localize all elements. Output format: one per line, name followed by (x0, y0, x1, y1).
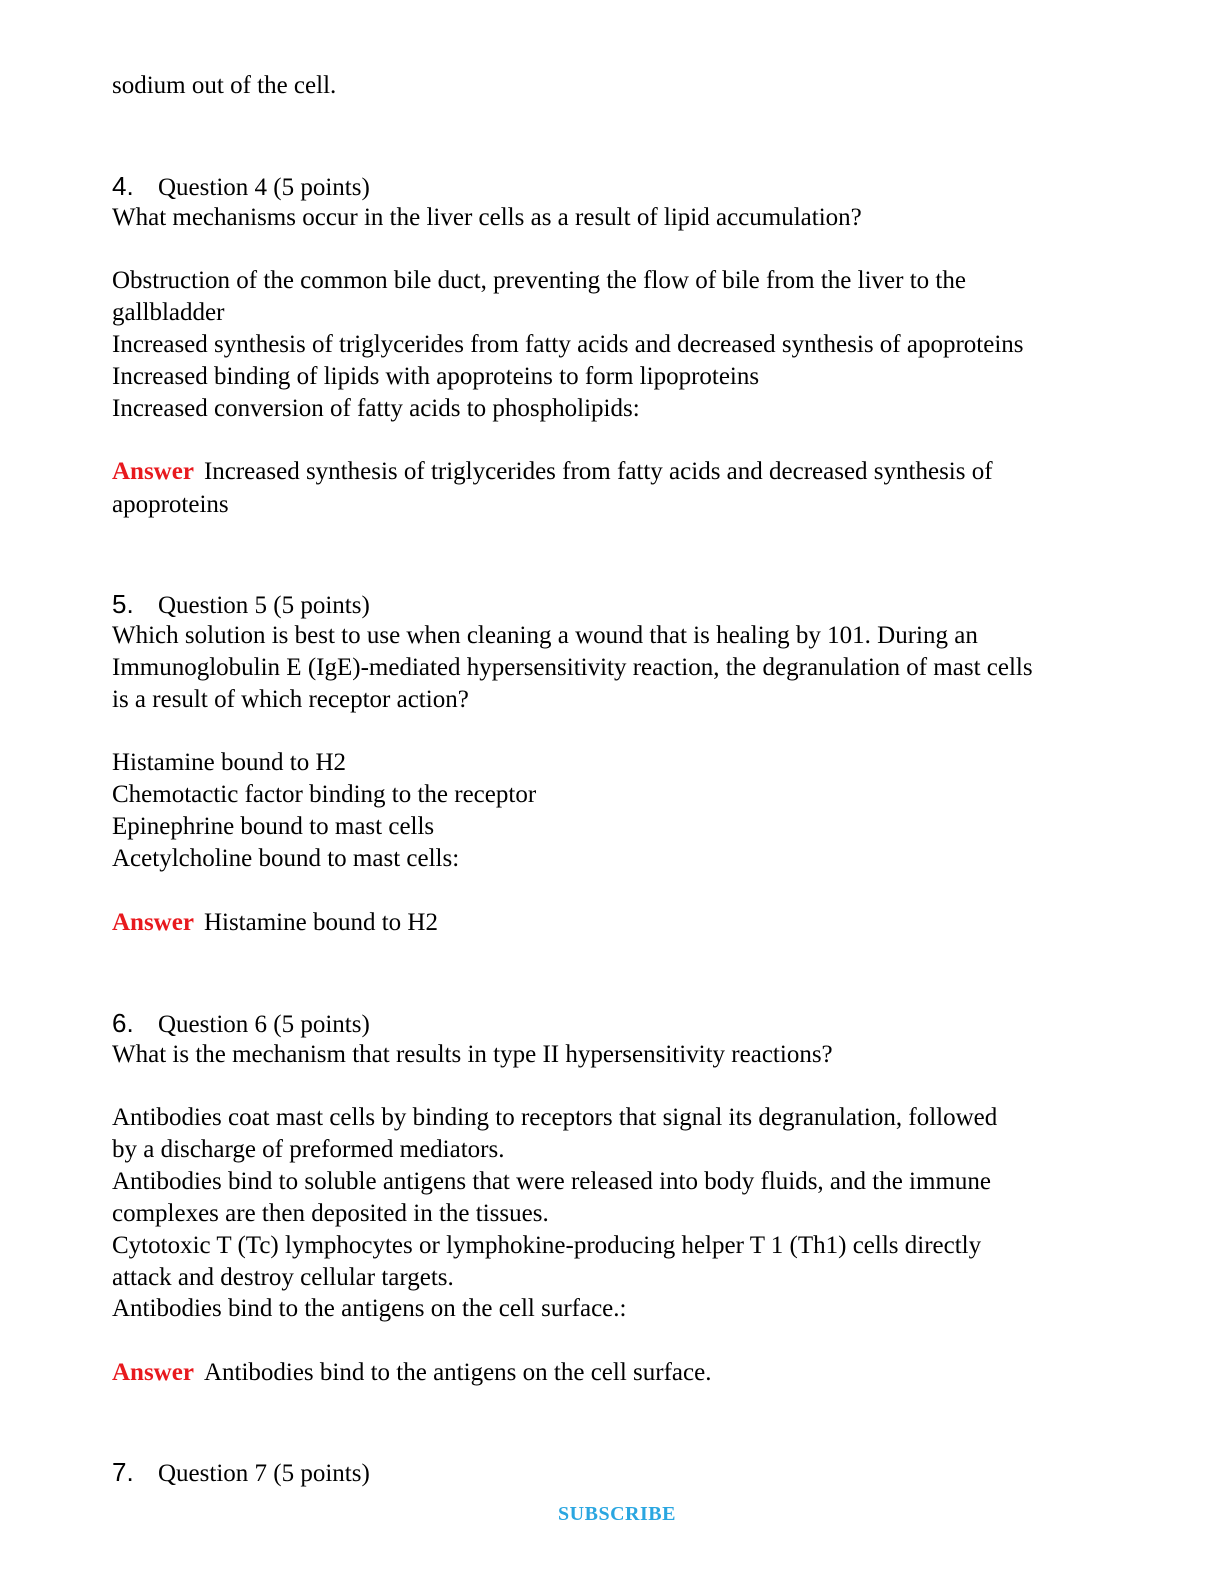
question-prompt: is a result of which receptor action? (112, 686, 469, 713)
question-heading (112, 588, 370, 622)
question-heading (112, 1007, 370, 1041)
option-line: Increased synthesis of triglycerides from fatty acids and decreased synthesis of apoproteins (112, 331, 1024, 358)
option-line: Histamine bound to H2 (112, 749, 347, 776)
answer-line (112, 456, 993, 488)
answer-label: Answer (112, 458, 194, 485)
option-line: complexes are then deposited in the tissues. (112, 1200, 549, 1227)
answer-line (112, 907, 438, 939)
option-line: Obstruction of the common bile duct, preventing the flow of bile from the liver to the (112, 267, 966, 294)
question-title: Question 6 (5 points) (158, 1011, 370, 1038)
option-line: Epinephrine bound to mast cells (112, 813, 435, 840)
answer-label: Answer (112, 909, 194, 936)
answer-text: apoproteins (112, 491, 229, 518)
answer-text: Increased synthesis of triglycerides from fatty acids and decreased synthesis of (203, 458, 993, 485)
question-prompt: What is the mechanism that results in type II hypersensitivity reactions? (112, 1041, 833, 1068)
option-line: Antibodies bind to soluble antigens that were released into body fluids, and the immune (112, 1168, 991, 1195)
option-line: by a discharge of preformed mediators. (112, 1136, 505, 1163)
option-line: Antibodies coat mast cells by binding to receptors that signal its degranulation, followed (112, 1104, 998, 1131)
continued-text: sodium out of the cell. (112, 72, 337, 99)
question-number: 7. (112, 1457, 134, 1487)
option-line: Acetylcholine bound to mast cells: (112, 845, 460, 872)
option-line: Increased conversion of fatty acids to phospholipids: (112, 395, 640, 422)
option-line: attack and destroy cellular targets. (112, 1264, 454, 1291)
question-prompt: Which solution is best to use when cleaning a wound that is healing by 101. During an (112, 622, 978, 649)
question-number: 4. (112, 171, 134, 201)
question-title: Question 5 (5 points) (158, 592, 370, 619)
question-title: Question 4 (5 points) (158, 174, 370, 201)
answer-line (112, 1357, 711, 1389)
option-line: Chemotactic factor binding to the receptor (112, 781, 537, 808)
subscribe-link[interactable]: SUBSCRIBE (558, 1503, 676, 1525)
question-heading (112, 1456, 370, 1490)
question-title: Question 7 (5 points) (158, 1460, 370, 1487)
question-prompt: What mechanisms occur in the liver cells as a result of lipid accumulation? (112, 204, 862, 231)
option-line: Antibodies bind to the antigens on the cell surface.: (112, 1295, 627, 1322)
answer-text: Antibodies bind to the antigens on the cell surface. (203, 1359, 712, 1386)
question-number: 6. (112, 1008, 134, 1038)
question-number: 5. (112, 589, 134, 619)
question-prompt: Immunoglobulin E (IgE)-mediated hypersensitivity reaction, the degranulation of mast cells (112, 654, 1033, 681)
option-line: Cytotoxic T (Tc) lymphocytes or lymphokine-producing helper T 1 (Th1) cells directly (112, 1232, 982, 1259)
option-line: Increased binding of lipids with apoproteins to form lipoproteins (112, 363, 760, 390)
question-heading (112, 170, 370, 204)
answer-label: Answer (112, 1359, 194, 1386)
option-line: gallbladder (112, 299, 225, 326)
answer-text: Histamine bound to H2 (203, 909, 438, 936)
